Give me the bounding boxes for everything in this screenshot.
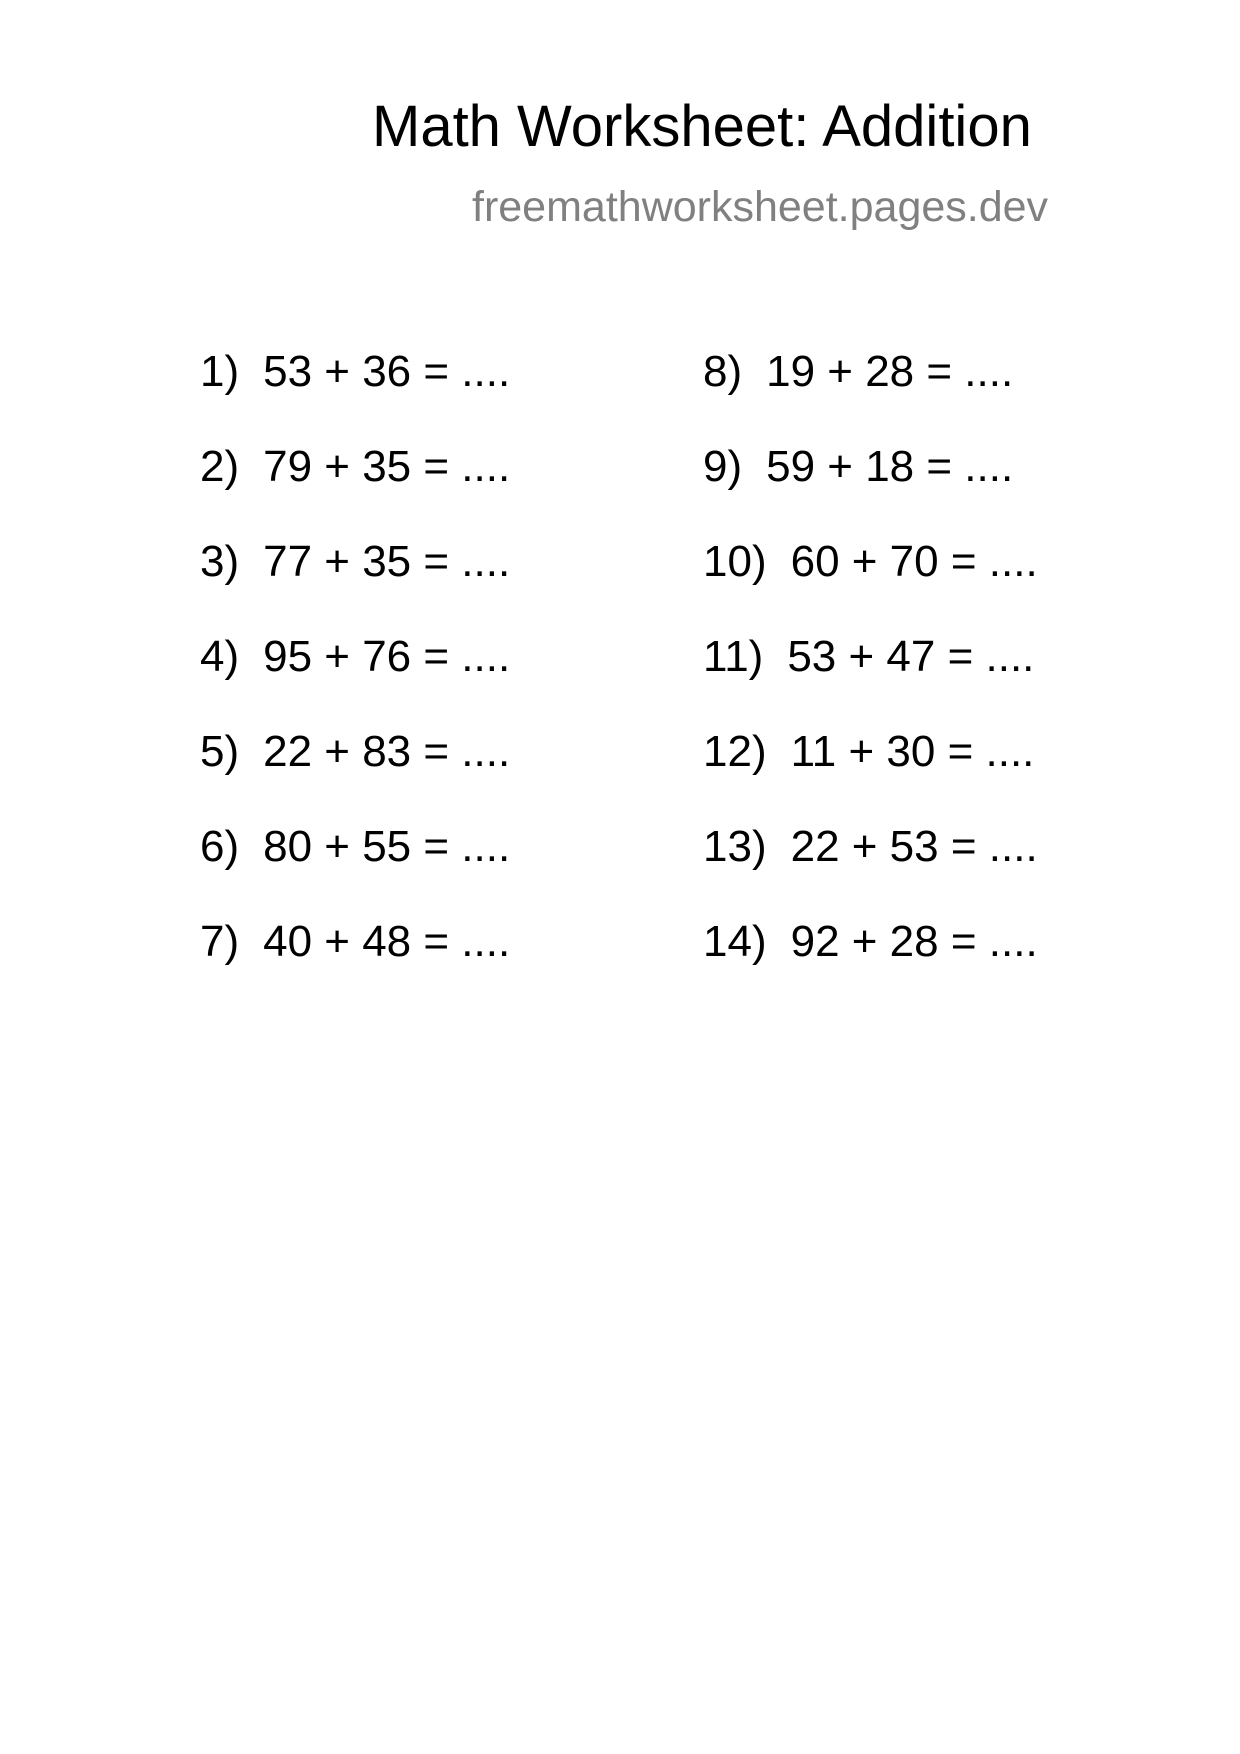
problem-number: 5) [200, 727, 240, 776]
problem-item [703, 442, 1038, 540]
problem-item [703, 917, 1038, 1015]
problem-column-left [200, 347, 511, 1015]
problem-expression: 11 + 30 = .... [790, 727, 1035, 776]
problem-expression: 22 + 53 = .... [790, 822, 1038, 871]
problem-expression: 80 + 55 = .... [263, 822, 511, 871]
problem-expression: 53 + 47 = .... [787, 632, 1035, 681]
problem-item [200, 347, 511, 445]
problem-number: 12) [703, 727, 767, 776]
problem-number: 14) [703, 917, 767, 966]
problem-number: 6) [200, 822, 240, 871]
problem-item [703, 822, 1038, 920]
problem-item [703, 632, 1038, 730]
problem-column-right [703, 347, 1038, 1015]
problem-expression: 19 + 28 = .... [766, 347, 1014, 396]
problem-expression: 22 + 83 = .... [263, 727, 511, 776]
problem-item [703, 537, 1038, 635]
page-title: Math Worksheet: Addition [372, 94, 1032, 159]
problem-number: 11) [703, 632, 764, 681]
problem-number: 8) [703, 347, 743, 396]
problem-number: 13) [703, 822, 767, 871]
problem-expression: 59 + 18 = .... [766, 442, 1014, 491]
problem-number: 4) [200, 632, 240, 681]
page-subtitle: freemathworksheet.pages.dev [472, 183, 1049, 231]
problem-expression: 60 + 70 = .... [790, 537, 1038, 586]
problem-number: 3) [200, 537, 240, 586]
problem-expression: 95 + 76 = .... [263, 632, 511, 681]
problem-item [200, 917, 511, 1015]
problem-expression: 77 + 35 = .... [263, 537, 511, 586]
problem-item [200, 822, 511, 920]
problem-number: 2) [200, 442, 240, 491]
problem-item [200, 442, 511, 540]
problem-expression: 40 + 48 = .... [263, 917, 511, 966]
problem-number: 9) [703, 442, 743, 491]
problem-item [703, 347, 1038, 445]
problem-expression: 53 + 36 = .... [263, 347, 511, 396]
problem-number: 7) [200, 917, 240, 966]
problem-item [703, 727, 1038, 825]
problem-expression: 92 + 28 = .... [790, 917, 1038, 966]
problem-number: 1) [200, 347, 240, 396]
page-header [0, 0, 1240, 260]
problem-item [200, 727, 511, 825]
problem-expression: 79 + 35 = .... [263, 442, 511, 491]
problem-number: 10) [703, 537, 767, 586]
problem-item [200, 537, 511, 635]
problem-item [200, 632, 511, 730]
